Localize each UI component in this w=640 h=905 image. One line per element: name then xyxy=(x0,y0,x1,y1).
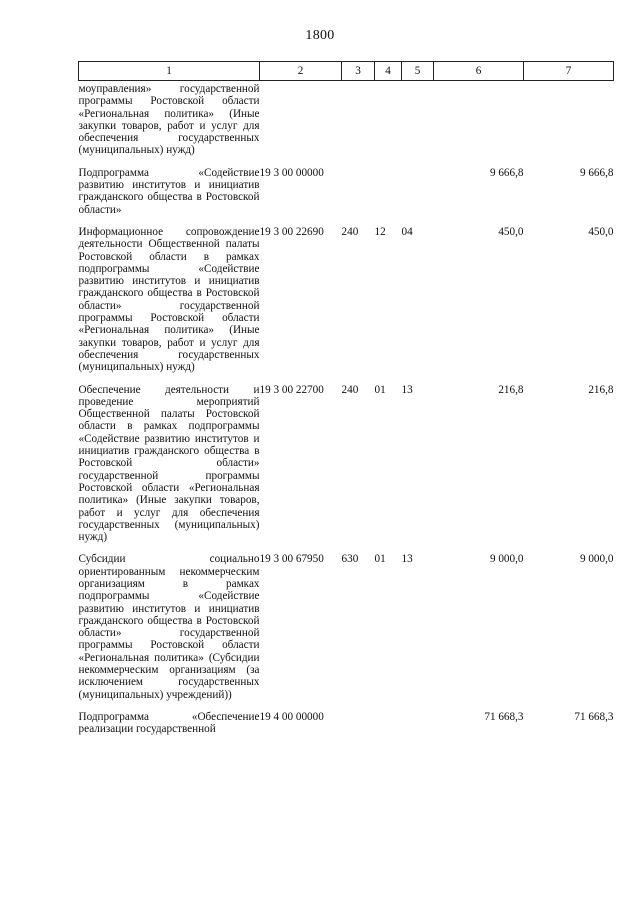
row-name: Подпрограмма «Содействие развитию институтов и инициатив гражданского общества в Ростовской области» xyxy=(78,166,260,216)
row-name: Обеспечение деятельности и проведение мероприятий Общественной палаты Ростовской области в рамках подпрограммы «Содействие развитию институтов и инициатив гражданского общества в Ростовской области» государственной программы Ростовской области «Региональная политика» (Иные закупки товаров, работ и услуг для обеспечения государственных (муниципальных) нужд) xyxy=(78,383,260,544)
row-sum-2: 9 666,8 xyxy=(579,166,614,179)
row-pr: 13 xyxy=(401,383,413,396)
row-sum-1: 450,0 xyxy=(498,225,524,238)
row-sum-1: 9 000,0 xyxy=(489,553,524,566)
row-sum-2: 9 000,0 xyxy=(579,553,614,566)
row-code: 19 4 00 00000 xyxy=(259,710,324,723)
column-header: 3 xyxy=(342,62,375,81)
row-vr: 630 xyxy=(341,553,359,566)
row-rz: 12 xyxy=(374,225,386,238)
row-rz: 01 xyxy=(374,383,386,396)
column-header: 6 xyxy=(434,62,524,81)
table-row xyxy=(79,711,614,746)
row-sum-1: 9 666,8 xyxy=(489,166,524,179)
row-vr: 240 xyxy=(341,383,359,396)
row-sum-2: 71 668,3 xyxy=(574,710,614,723)
row-code xyxy=(260,81,342,167)
table-row xyxy=(79,384,614,554)
row-sum-1 xyxy=(434,81,524,167)
page-number: 1800 xyxy=(305,28,335,43)
row-vr: 240 xyxy=(341,225,359,238)
row-rz xyxy=(375,81,402,167)
row-sum-1: 216,8 xyxy=(498,383,524,396)
row-pr xyxy=(402,167,434,226)
budget-table xyxy=(78,61,614,746)
row-sum-2: 450,0 xyxy=(588,225,614,238)
row-sum-1: 71 668,3 xyxy=(484,710,524,723)
row-pr xyxy=(402,711,434,746)
row-pr: 13 xyxy=(401,553,413,566)
column-header: 1 xyxy=(79,62,260,81)
row-vr xyxy=(342,711,375,746)
row-name: Информационное сопровождение деятельности Общественной палаты Ростовской области в рамках подпрограммы «Содействие развитию институтов и инициатив гражданского общества в Ростовской области» государственной программы Ростовской области «Региональная политика» (Иные закупки товаров, работ и услуг для обеспечения государственных (муниципальных) нужд) xyxy=(78,225,260,374)
row-code: 19 3 00 67950 xyxy=(259,553,324,566)
row-code: 19 3 00 22700 xyxy=(259,383,324,396)
row-vr xyxy=(342,167,375,226)
row-name: Субсидии социально ориентированным некоммерческим организациям в рамках подпрограммы «Содействие развитию институтов и инициатив гражданского общества в Ростовской области» государственной программы Ростовской области «Региональная политика» (Субсидии некоммерческим организациям (за исключением государственных (муниципальных) учреждений)) xyxy=(78,553,260,701)
row-code: 19 3 00 00000 xyxy=(259,166,324,179)
row-rz xyxy=(375,167,402,226)
table-row xyxy=(79,167,614,226)
column-header-row xyxy=(79,62,614,81)
row-code: 19 3 00 22690 xyxy=(259,225,324,238)
table-row xyxy=(79,81,614,167)
table-row xyxy=(79,226,614,384)
row-sum-2 xyxy=(524,81,614,167)
row-vr xyxy=(342,81,375,167)
row-pr: 04 xyxy=(401,225,413,238)
row-name: моуправления» государственной программы Ростовской области «Региональная политика» (Иные закупки товаров, работ и услуг для обеспечения государственных (муниципальных) нужд) xyxy=(78,83,260,157)
row-rz xyxy=(375,711,402,746)
column-header: 4 xyxy=(375,62,402,81)
table-row xyxy=(79,553,614,711)
row-name: Подпрограмма «Обеспечение реализации государственной xyxy=(78,710,260,736)
column-header: 5 xyxy=(402,62,434,81)
row-rz: 01 xyxy=(374,553,386,566)
row-pr xyxy=(402,81,434,167)
column-header: 2 xyxy=(260,62,342,81)
column-header: 7 xyxy=(524,62,614,81)
row-sum-2: 216,8 xyxy=(588,383,614,396)
